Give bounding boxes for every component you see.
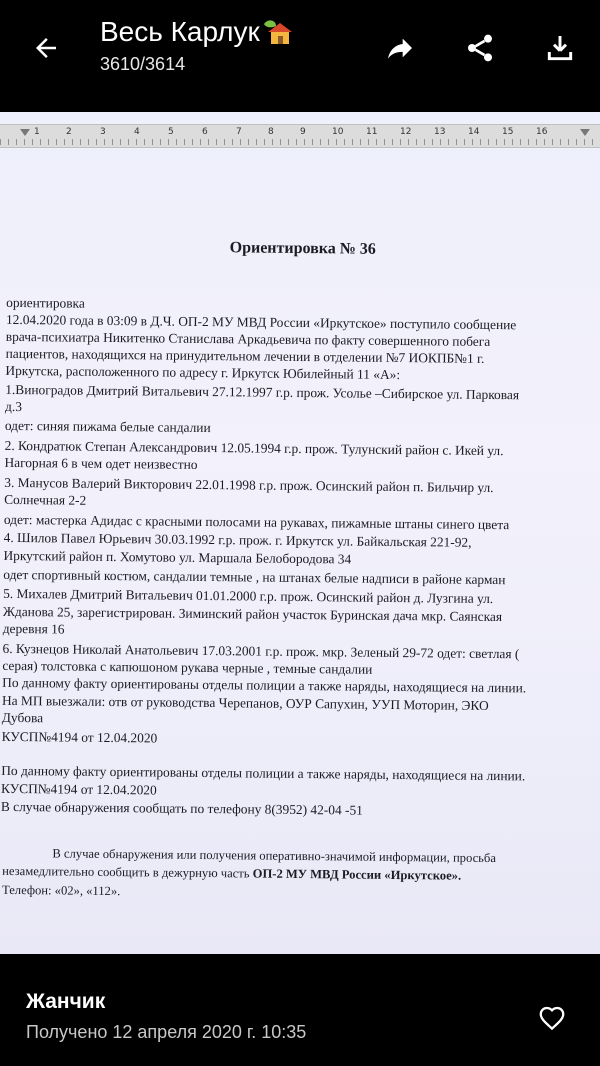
document-line: Нагорная 6 в чем одет неизвестно: [4, 454, 198, 472]
document-line: 2. Кондратюк Степан Александрович 12.05.1994 г.р. прож. Тулунский район с. Икей ул.: [4, 437, 504, 459]
document-line: КУСП№4194 от 12.04.2020: [1, 728, 158, 746]
footer-text: незамедлительно сообщить в дежурную часть: [2, 863, 250, 881]
ruler-number: 8: [268, 127, 274, 137]
photo-image[interactable]: [0, 112, 600, 954]
document-line: 4. Шилов Павел Юрьевич 30.03.1992 г.р. прож. г. Иркутск ул. Байкальская 221-92,: [3, 529, 472, 550]
document-line: 12.04.2020 года в 03:09 в Д.Ч. ОП-2 МУ МВД России «Иркутское» поступило сообщение: [5, 311, 517, 333]
document-line: 3. Манусов Валерий Викторович 22.01.1998 г.р. прож. Осинский район п. Бильчир ул.: [4, 474, 494, 496]
house-icon: [262, 18, 294, 46]
document-line: По данному факту ориентированы отделы полиции а также наряды, находящиеся на линии.: [1, 762, 526, 784]
document-line: одет: синяя пижама белые сандалии: [4, 417, 211, 436]
document-line: По данному факту ориентированы отделы полиции а также наряды, находящиеся на линии.: [2, 674, 527, 696]
ruler-number: 2: [66, 127, 72, 137]
heart-icon: [536, 1003, 568, 1033]
ruler-number: 14: [468, 127, 480, 137]
document-line: Жданова 25, зарегистрирован. Зиминский район участок Буринская дача мкр. Саянская: [2, 603, 503, 625]
document-line: ориентировка: [6, 294, 85, 311]
document-line: 5. Михалев Дмитрий Витальевич 01.01.2000 г.р. прож. Осинский район д. Лузгина ул.: [3, 585, 494, 607]
document-line: Солнечная 2-2: [4, 491, 87, 508]
album-title: Весь Карлук: [100, 16, 260, 47]
document-footer-line: Телефон: «02», «112».: [1, 882, 121, 899]
download-icon: [544, 32, 576, 64]
document-footer-line: [2, 863, 461, 884]
arrow-left-icon: [31, 33, 61, 63]
ruler-number: 4: [134, 127, 140, 137]
viewer-header: [0, 0, 600, 96]
document-line: пациентов, находящихся на принудительном лечении в отделении №7 ИОКПБ№1 г.: [5, 345, 485, 366]
download-button[interactable]: [538, 26, 582, 70]
album-info: [100, 16, 294, 75]
ruler-number: 1: [34, 127, 40, 137]
document-line: Иркутска, расположенного по адресу г. Иркутск Юбилейный 11 «А»:: [5, 362, 401, 383]
received-timestamp: Получено 12 апреля 2020 г. 10:35: [26, 1022, 307, 1042]
ruler-number: 10: [332, 127, 344, 137]
ruler-number: 5: [168, 127, 174, 137]
sender-name[interactable]: Жанчик: [26, 990, 106, 1013]
document-line: одет спортивный костюм, сандалии темные , на штанах белые надписи в районе карман: [3, 566, 506, 588]
document-line: Дубова: [1, 709, 44, 726]
ruler-number: 12: [400, 127, 412, 137]
ruler-number: 15: [502, 127, 514, 137]
document-line: 1.Виноградов Дмитрий Витальевич 27.12.1997 г.р. прож. Усолье –Сибирское ул. Парковая: [5, 381, 520, 403]
document-footer-line: В случае обнаружения или получения оперативно-значимой информации, просьба: [52, 846, 497, 866]
ruler-number: 16: [536, 127, 548, 137]
like-button[interactable]: [532, 998, 572, 1038]
document-line: 6. Кузнецов Николай Анатольевич 17.03.2001 г.р. прож. мкр. Зеленый 29-72 одет: светлая (: [2, 640, 520, 662]
document-line: серая) толстовка с капюшоном рукава черные , темные сандалии: [2, 657, 373, 677]
document-line: деревня 16: [2, 620, 65, 637]
share-button[interactable]: [378, 26, 422, 70]
ruler-number: 9: [300, 127, 306, 137]
share-network-button[interactable]: [458, 26, 502, 70]
photo-counter: 3610/3614: [100, 54, 186, 74]
ruler-number: 11: [366, 127, 378, 137]
album-title-row: [100, 16, 294, 48]
share-network-icon: [464, 32, 496, 64]
ruler-number: 6: [202, 127, 208, 137]
document-line: врача-психиатра Никитенко Станислава Аркадьевича по факту совершенного побега: [5, 328, 491, 349]
ruler-number: 13: [434, 127, 446, 137]
document-line: одет: мастерка Адидас с красными полосами на рукавах, пижамные штаны синего цвета: [3, 511, 510, 533]
document-line: КУСП№4194 от 12.04.2020: [1, 780, 157, 798]
document-title: Ориентировка № 36: [229, 239, 376, 258]
ruler-number: 7: [236, 127, 242, 137]
document-line: В случае обнаружения сообщать по телефону 8(3952) 42-04 -51: [0, 798, 363, 818]
back-button[interactable]: [24, 28, 68, 68]
document-page: [0, 112, 600, 954]
footer-department: ОП-2 МУ МВД России «Иркутское».: [252, 866, 462, 883]
share-arrow-icon: [382, 32, 418, 64]
document-line: Иркутский район п. Хомутово ул. Маршала Белобородова 34: [3, 547, 352, 567]
ruler-number: 3: [100, 127, 106, 137]
document-line: На МП выезжали: отв от руководства Черепанов, ОУР Сапухин, УУП Моторин, ЭКО: [1, 692, 489, 713]
document-line: д.3: [5, 398, 23, 415]
photo-info-bar: [0, 954, 600, 1066]
